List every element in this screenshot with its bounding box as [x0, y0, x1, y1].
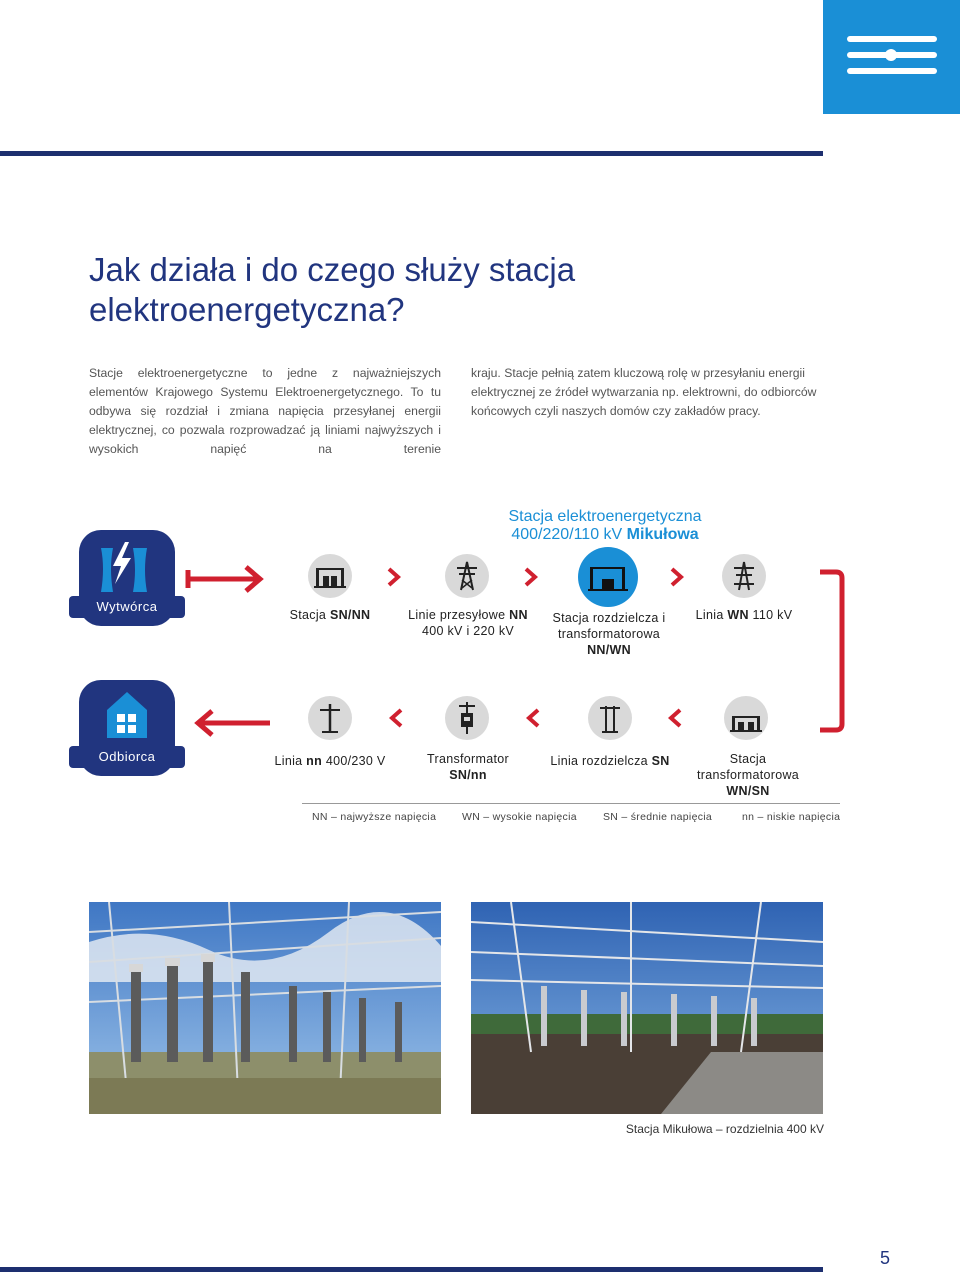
photo-caption: Stacja Mikułowa – rozdzielnia 400 kV — [625, 1122, 824, 1136]
node-label-line-wn: Linia WN 110 kV — [695, 608, 793, 622]
transformer-station-node — [724, 696, 768, 740]
station-caption-name: Mikułowa — [626, 526, 699, 543]
legend-nn-low: nn – niskie napięcia — [742, 811, 841, 823]
substation-photo-right — [471, 902, 823, 1114]
menu-line-icon — [847, 68, 937, 74]
intro-right-column: kraju. Stacje pełnią zatem kluczową rolę w przesyłaniu energii elektrycznej ze źródeł wytwarzania np. elektrowni, do odbiorców końcowych czyli naszych domów czy zakładów pracy. — [471, 366, 817, 418]
arrow-left-icon — [186, 708, 278, 738]
bottom-rule — [0, 1267, 823, 1272]
transformer-node — [445, 696, 489, 740]
house-icon — [79, 680, 175, 746]
distribution-pole-icon — [588, 696, 632, 740]
chevron-right-icon — [386, 566, 402, 588]
return-bracket-icon — [812, 566, 852, 736]
switchyard-icon — [578, 547, 638, 607]
pylon-node — [722, 554, 766, 598]
page-number: 5 — [880, 1248, 891, 1268]
chevron-right-icon — [669, 566, 685, 588]
legend-sn: SN – średnie napięcia — [603, 811, 713, 823]
pole-node — [308, 696, 352, 740]
substation-icon — [308, 554, 352, 598]
node-label-transformer: Transformator SN/nn — [427, 752, 509, 782]
distribution-pole-node — [588, 696, 632, 740]
chevron-left-icon — [525, 707, 541, 729]
chevron-right-icon — [523, 566, 539, 588]
substation-photo-left — [89, 902, 441, 1114]
legend-rule — [302, 803, 840, 804]
switchyard-node — [578, 547, 638, 607]
transformer-station-icon — [724, 696, 768, 740]
station-caption-line1: Stacja elektroenergetyczna — [508, 508, 702, 525]
legend-wn: WN – wysokie napięcia — [462, 811, 577, 823]
substation-node — [308, 554, 352, 598]
node-label-switchyard: Stacja rozdzielcza i transformatorowa NN/WN — [552, 611, 666, 657]
station-caption-voltage: 400/220/110 kV — [511, 526, 623, 543]
top-rule — [0, 151, 823, 156]
menu-line-icon — [847, 36, 937, 42]
chevron-left-icon — [667, 707, 683, 729]
producer-badge — [79, 530, 175, 626]
menu-dot-icon — [885, 49, 897, 61]
node-label-distribution-line: Linia rozdzielcza SN — [550, 754, 670, 768]
node-label-transformer-station: Stacja transformatorowa WN/SN — [696, 752, 800, 798]
node-label-substation-sn-nn: Stacja SN/NN — [289, 608, 371, 622]
transmission-node — [445, 554, 489, 598]
arrow-right-icon — [180, 564, 272, 594]
consumer-label: Odbiorca — [69, 746, 185, 768]
transformer-icon — [445, 696, 489, 740]
chevron-left-icon — [388, 707, 404, 729]
power-plant-icon — [79, 530, 175, 596]
pylon-icon — [722, 554, 766, 598]
station-caption — [480, 508, 730, 544]
intro-left-column: Stacje elektroenergetyczne to jedne z najważniejszych elementów Krajowego Systemu Elektroenergetycznego. To tu odbywa się rozdział i zmiana napięcia przesyłanej energii elektrycznej, co pozwala rozprowadzać ją liniami najwyższych i wysokich napięć na terenie — [89, 366, 441, 456]
page-title: Jak działa i do czego służy stacja elektroenergetyczna? — [89, 251, 576, 328]
producer-label: Wytwórca — [69, 596, 185, 618]
transmission-tower-icon — [445, 554, 489, 598]
legend-nn: NN – najwyższe napięcia — [312, 811, 437, 823]
node-label-transmission-lines: Linie przesyłowe NN 400 kV i 220 kV — [408, 608, 528, 638]
node-label-line-nn: Linia nn 400/230 V — [274, 754, 386, 768]
pole-icon — [308, 696, 352, 740]
menu-corner-box[interactable] — [823, 0, 960, 114]
consumer-badge — [79, 680, 175, 776]
